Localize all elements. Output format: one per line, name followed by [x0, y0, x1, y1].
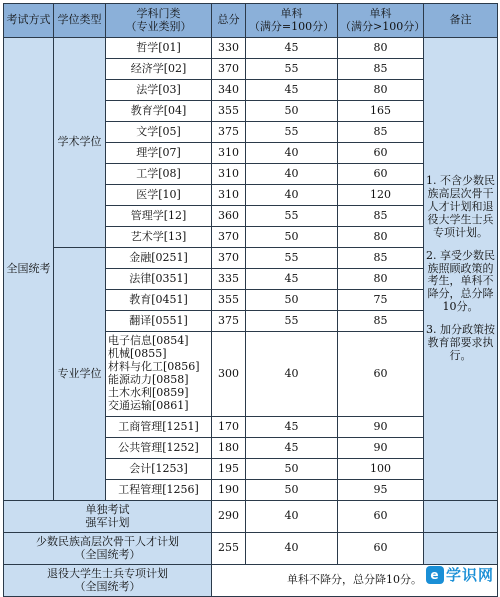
total-cell: 340: [212, 80, 246, 101]
s100plus-cell: 80: [338, 269, 424, 290]
s100-cell: 40: [246, 185, 338, 206]
s100plus-cell: 80: [338, 38, 424, 59]
header-subject: 学科门类 （专业类别）: [106, 4, 212, 38]
s100plus-cell: 90: [338, 417, 424, 438]
s100plus-cell: 90: [338, 438, 424, 459]
s100-cell: 45: [246, 438, 338, 459]
site-logo: [426, 564, 494, 585]
remarks-empty-cell: [424, 533, 498, 565]
total-cell: 355: [212, 290, 246, 311]
s100-cell: 45: [246, 38, 338, 59]
s100plus-cell: 75: [338, 290, 424, 311]
table-row: [4, 248, 498, 269]
total-cell: 370: [212, 227, 246, 248]
subject-cell: 医学[10]: [106, 185, 212, 206]
total-cell: 310: [212, 164, 246, 185]
remarks-empty-cell: [424, 501, 498, 533]
subject-cell: 工商管理[1251]: [106, 417, 212, 438]
s100-cell: 50: [246, 290, 338, 311]
engineering-subjects-cell: 电子信息[0854] 机械[0855] 材料与化工[0856] 能源动力[0858] 土木水利[0859] 交通运输[0861]: [106, 332, 212, 417]
s100plus-cell: 85: [338, 206, 424, 227]
s100-cell: 55: [246, 311, 338, 332]
total-cell: 370: [212, 248, 246, 269]
s100plus-cell: 85: [338, 59, 424, 80]
s100plus-cell: 60: [338, 501, 424, 533]
total-cell: 375: [212, 311, 246, 332]
s100plus-cell: 60: [338, 533, 424, 565]
s100plus-cell: 60: [338, 332, 424, 417]
total-cell: 170: [212, 417, 246, 438]
remarks-cell: [424, 38, 498, 501]
s100plus-cell: 60: [338, 164, 424, 185]
s100plus-cell: 80: [338, 227, 424, 248]
logo-icon: e: [426, 566, 444, 584]
s100-cell: 40: [246, 164, 338, 185]
subject-cell: 管理学[12]: [106, 206, 212, 227]
remark-3: 3. 加分政策按教育部要求执行。: [426, 324, 495, 363]
s100-cell: 40: [246, 501, 338, 533]
veteran-plan-label: 退役大学生士兵专项计划 （全国统考）: [4, 565, 212, 597]
subject-cell: 会计[1253]: [106, 459, 212, 480]
header-row: [4, 4, 498, 38]
table-row-veteran-plan: [4, 565, 498, 597]
subject-cell: 金融[0251]: [106, 248, 212, 269]
total-cell: 180: [212, 438, 246, 459]
s100plus-cell: 80: [338, 80, 424, 101]
s100-cell: 55: [246, 248, 338, 269]
total-cell: 370: [212, 59, 246, 80]
header-total: 总分: [212, 4, 246, 38]
table-row-minority-plan: [4, 533, 498, 565]
subject-cell: 工程管理[1256]: [106, 480, 212, 501]
s100-cell: 55: [246, 59, 338, 80]
s100-cell: 40: [246, 533, 338, 565]
total-cell: 310: [212, 143, 246, 164]
total-cell: 335: [212, 269, 246, 290]
s100-cell: 50: [246, 227, 338, 248]
total-cell: 190: [212, 480, 246, 501]
total-cell: 300: [212, 332, 246, 417]
subject-cell: 哲学[01]: [106, 38, 212, 59]
veteran-note-cell: 单科不降分，总分降10分。: [212, 565, 498, 597]
s100plus-cell: 120: [338, 185, 424, 206]
subject-cell: 文学[05]: [106, 122, 212, 143]
subject-cell: 艺术学[13]: [106, 227, 212, 248]
s100-cell: 40: [246, 332, 338, 417]
s100plus-cell: 95: [338, 480, 424, 501]
s100-cell: 40: [246, 143, 338, 164]
subject-cell: 翻译[0551]: [106, 311, 212, 332]
total-cell: 290: [212, 501, 246, 533]
table-row: [4, 38, 498, 59]
subject-cell: 法律[0351]: [106, 269, 212, 290]
s100-cell: 50: [246, 459, 338, 480]
s100plus-cell: 85: [338, 311, 424, 332]
total-cell: 375: [212, 122, 246, 143]
subject-cell: 理学[07]: [106, 143, 212, 164]
total-cell: 330: [212, 38, 246, 59]
subject-cell: 法学[03]: [106, 80, 212, 101]
s100-cell: 50: [246, 480, 338, 501]
header-single-over-100: 单科 （满分>100分）: [338, 4, 424, 38]
degree-professional-cell: 专业学位: [54, 248, 106, 501]
header-single-100: 单科 （满分=100分）: [246, 4, 338, 38]
subject-cell: 教育[0451]: [106, 290, 212, 311]
total-cell: 195: [212, 459, 246, 480]
subject-cell: 经济学[02]: [106, 59, 212, 80]
s100plus-cell: 85: [338, 122, 424, 143]
header-remarks: 备注: [424, 4, 498, 38]
s100-cell: 55: [246, 206, 338, 227]
total-cell: 355: [212, 101, 246, 122]
total-cell: 255: [212, 533, 246, 565]
degree-academic-cell: 学术学位: [54, 38, 106, 248]
s100-cell: 45: [246, 269, 338, 290]
separate-exam-label: 单独考试 强军计划: [4, 501, 212, 533]
remark-1: 1. 不含少数民族高层次骨干人才计划和退役大学生士兵专项计划。: [426, 175, 495, 240]
table-row-separate-exam: [4, 501, 498, 533]
subject-cell: 教育学[04]: [106, 101, 212, 122]
s100-cell: 50: [246, 101, 338, 122]
score-table-wrapper: [3, 3, 497, 586]
s100-cell: 45: [246, 417, 338, 438]
s100plus-cell: 85: [338, 248, 424, 269]
header-degree: 学位类型: [54, 4, 106, 38]
subject-cell: 工学[08]: [106, 164, 212, 185]
total-cell: 360: [212, 206, 246, 227]
s100plus-cell: 165: [338, 101, 424, 122]
mode-national-cell: 全国统考: [4, 38, 54, 501]
s100plus-cell: 60: [338, 143, 424, 164]
total-cell: 310: [212, 185, 246, 206]
score-line-table: [3, 3, 498, 597]
subject-cell: 公共管理[1252]: [106, 438, 212, 459]
remark-2: 2. 享受少数民族照顾政策的考生，单科不降分，总分降10分。: [426, 250, 495, 315]
s100-cell: 45: [246, 80, 338, 101]
s100plus-cell: 100: [338, 459, 424, 480]
logo-text: 学识网: [446, 564, 494, 585]
header-mode: 考试方式: [4, 4, 54, 38]
minority-plan-label: 少数民族高层次骨干人才计划 （全国统考）: [4, 533, 212, 565]
s100-cell: 55: [246, 122, 338, 143]
